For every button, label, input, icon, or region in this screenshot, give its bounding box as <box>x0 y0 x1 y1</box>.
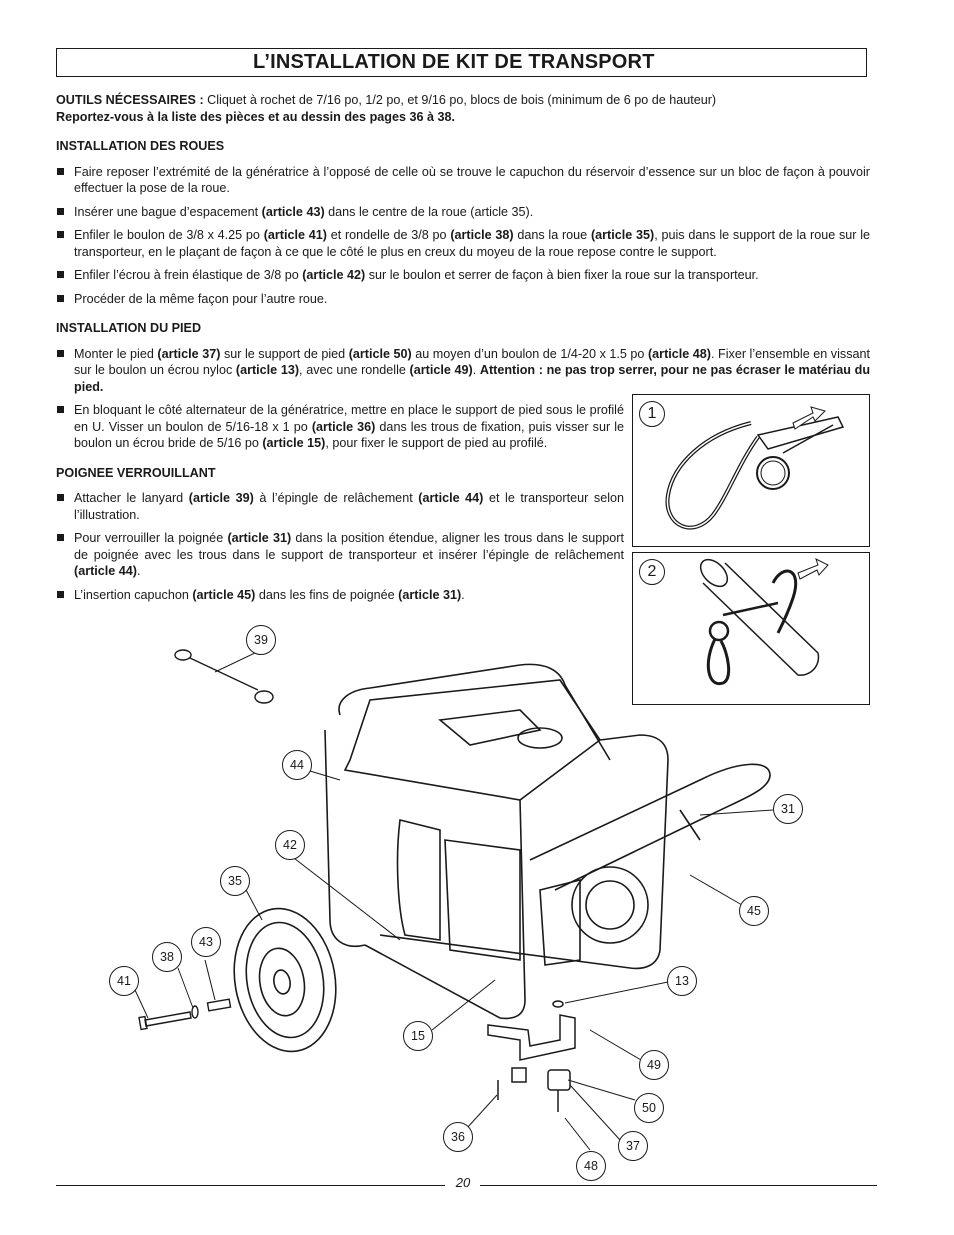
callout-49: 49 <box>639 1050 669 1080</box>
bold-run: (article 50) <box>348 346 412 361</box>
text-run: . <box>461 587 465 602</box>
bold-run: (article 45) <box>192 587 256 602</box>
callout-39: 39 <box>246 625 276 655</box>
footer-rule-right <box>480 1185 877 1186</box>
callout-43: 43 <box>191 927 221 957</box>
bold-run: (article 41) <box>263 228 327 242</box>
callout-48: 48 <box>576 1151 606 1181</box>
text-run: . <box>137 564 141 578</box>
text-run: . <box>472 363 480 377</box>
callout-35: 35 <box>220 866 250 896</box>
axle-hardware <box>139 999 231 1029</box>
text-run: Procéder de la même façon pour l’autre roue. <box>74 291 328 306</box>
callout-37: 37 <box>618 1131 648 1161</box>
page-title: L’INSTALLATION DE KIT DE TRANSPORT <box>253 51 655 73</box>
callout-50: 50 <box>634 1093 664 1123</box>
text-run: dans la roue <box>513 228 591 242</box>
bold-run: (article 37) <box>157 346 221 361</box>
tools-label: OUTILS NÉCESSAIRES : <box>56 93 204 107</box>
callout-41: 41 <box>109 966 139 996</box>
bold-run: (article 39) <box>188 491 254 505</box>
text-run: Attacher le lanyard <box>74 491 189 505</box>
section-heading: POIGNEE VERROUILLANT <box>56 465 216 480</box>
figure-2-number: 2 <box>639 559 665 585</box>
text-run: Monter le pied <box>74 346 158 361</box>
text-run: sur le support de pied <box>220 346 349 361</box>
text-run: Faire reposer l’extrémité de la génératrice à l’opposé de celle où se trouve le capuchon du réservoir d’essence sur un bloc de façon à pouvoir effectuer la pose de la roue. <box>74 164 870 195</box>
bold-run: (article 31) <box>227 531 292 545</box>
text-run: L’insertion capuchon <box>74 587 193 602</box>
bold-run: (article 43) <box>261 204 325 219</box>
callout-36: 36 <box>443 1122 473 1152</box>
text-run: à l’épingle de relâchement <box>253 491 419 505</box>
text-run: sur le boulon et serrer de façon à bien fixer la roue sur la transporteur. <box>365 268 759 282</box>
page-number: 20 <box>455 1175 471 1190</box>
tools-note: Reportez-vous à la liste des pièces et au dessin des pages 36 à 38. <box>56 109 455 124</box>
bold-run: (article 44) <box>418 491 484 505</box>
text-run: En bloquant le côté alternateur de la génératrice, mettre en place le support de pied sous le profilé en U. Visser un boulon de 5/16-18 x 1 po <box>74 403 624 434</box>
text-run: , avec une rondelle <box>299 363 410 377</box>
leader-lines <box>135 652 773 1150</box>
text-run: Pour verrouiller la poignée <box>74 531 228 545</box>
callout-13: 13 <box>667 966 697 996</box>
text-run: , puis dans le support de la roue sur le transporteur, en le plaçant de façon à ce que le côté le plus en creux du moyeu de la roue repose contre le support. <box>74 228 871 259</box>
text-run: dans les fins de poignée <box>255 587 399 602</box>
text-run: Enfiler le boulon de 3/8 x 4.25 po <box>74 228 264 242</box>
text-run: dans le centre de la roue (article 35). <box>324 204 534 219</box>
text-run: dans la position étendue, aligner les trous dans le support de poignée avec les trous dans le support de transporteur et insérer l’épingle de relâchement <box>74 531 625 562</box>
section-heading: INSTALLATION DES ROUES <box>56 139 225 153</box>
callout-38: 38 <box>152 942 182 972</box>
bold-run: Attention : ne pas trop serrer, pour ne pas écraser le matériau du pied. <box>74 363 871 394</box>
text-run: Enfiler l’écrou à frein élastique de 3/8 po <box>74 268 303 282</box>
text-run: au moyen d’un boulon de 1/4-20 x 1.5 po <box>411 346 648 361</box>
text-run: , pour fixer le support de pied au profilé. <box>325 436 548 450</box>
bold-run: (article 15) <box>262 436 326 450</box>
text-run: Insérer une bague d’espacement <box>74 204 262 219</box>
bold-run: (article 44) <box>74 564 137 578</box>
callout-45: 45 <box>739 896 769 926</box>
footer-rule-left <box>56 1185 445 1186</box>
bold-run: (article 49) <box>409 363 473 377</box>
bold-run: (article 36) <box>311 419 376 434</box>
figure-1-number: 1 <box>639 401 665 427</box>
bold-run: (article 38) <box>450 228 514 242</box>
text-run: dans les trous de fixation, puis visser sur le boulon un écrou bride de 5/16 po <box>74 419 625 450</box>
generator-frame <box>325 664 770 1018</box>
callout-42: 42 <box>275 830 305 860</box>
lanyard-part <box>175 650 273 703</box>
callout-31: 31 <box>773 794 803 824</box>
bold-run: (article 42) <box>302 268 366 282</box>
text-run: et rondelle de 3/8 po <box>326 228 451 242</box>
bold-run: (article 48) <box>647 346 711 361</box>
bold-run: (article 13) <box>235 363 300 377</box>
text-run: et le transporteur selon l’illustration. <box>74 491 625 522</box>
tools-text: Cliquet à rochet de 7/16 po, 1/2 po, et 9/16 po, blocs de bois (minimum de 6 po de hauteur) <box>203 93 717 107</box>
bold-run: (article 35) <box>590 228 655 242</box>
bold-run: (article 31) <box>398 587 462 602</box>
callout-15: 15 <box>403 1021 433 1051</box>
text-run: . Fixer l’ensemble en vissant sur le boulon un écrou nyloc <box>74 346 870 377</box>
wheel <box>223 900 346 1059</box>
callout-44: 44 <box>282 750 312 780</box>
section-heading: INSTALLATION DU PIED <box>56 321 202 335</box>
